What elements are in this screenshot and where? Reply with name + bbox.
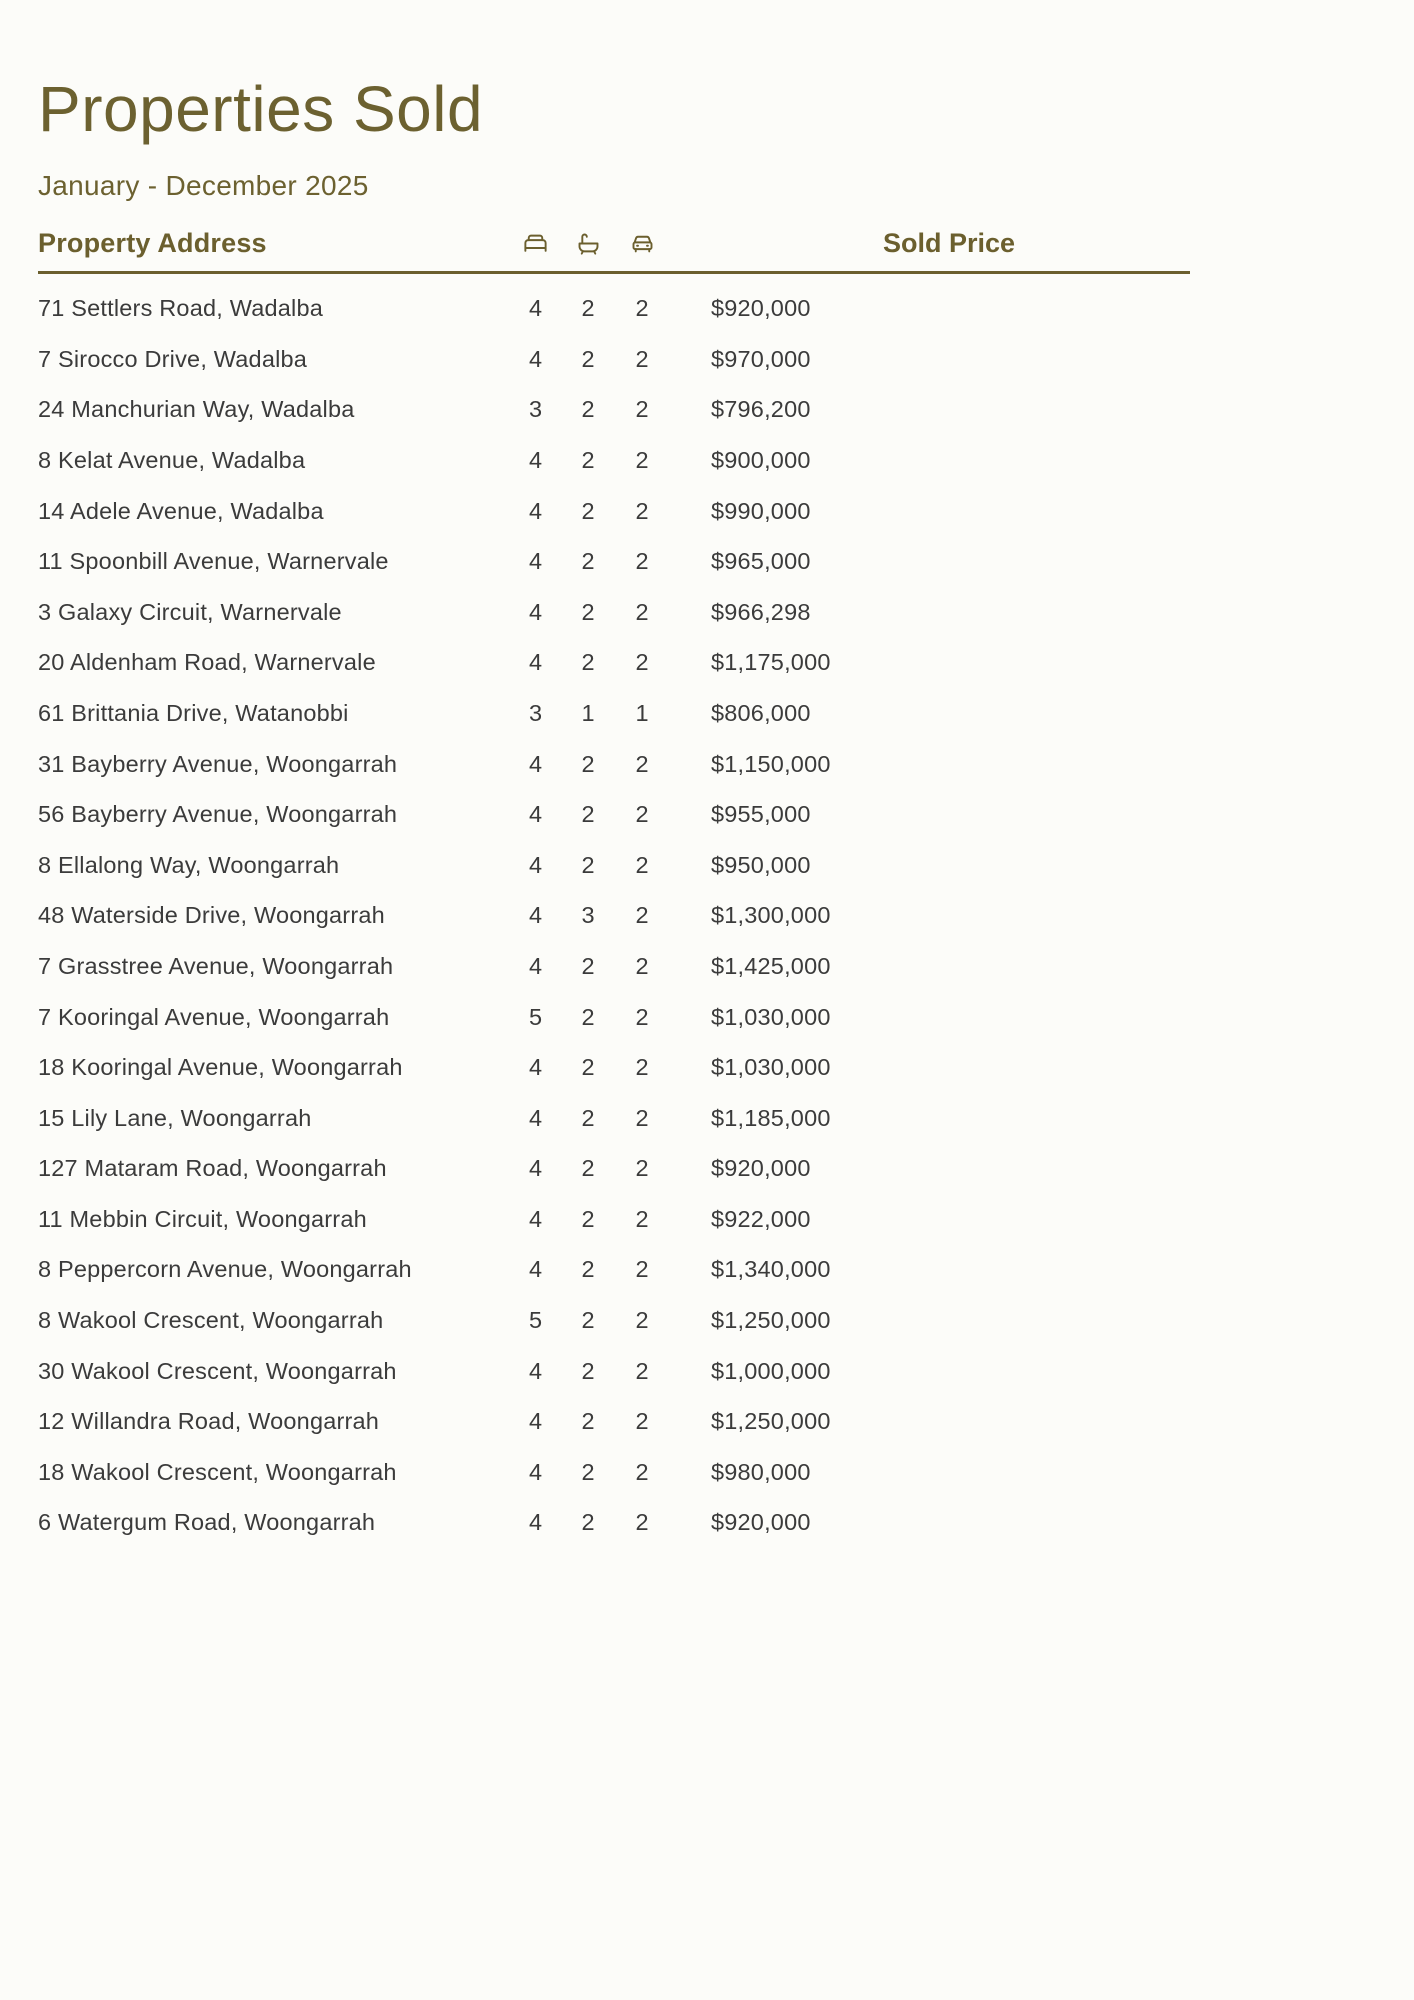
address-column-header: Property Address: [38, 228, 267, 259]
price-column-header: Sold Price: [883, 228, 1016, 259]
sold-price: $1,030,000: [711, 1054, 831, 1081]
baths-count: 3: [581, 902, 595, 929]
beds-count: 4: [528, 497, 543, 524]
cars-count: 1: [635, 699, 649, 726]
table-row: [38, 1245, 1190, 1296]
beds-count: 4: [528, 446, 543, 473]
table-row: [38, 1093, 1190, 1144]
baths-count: 2: [581, 446, 595, 473]
table-row: [38, 941, 1190, 992]
beds-count: 4: [528, 598, 543, 625]
property-address: 24 Manchurian Way, Wadalba: [38, 396, 355, 423]
baths-count: 2: [581, 649, 595, 676]
cars-count: 2: [635, 396, 649, 423]
baths-count: 2: [581, 1155, 595, 1182]
table-row: [38, 1447, 1190, 1498]
cars-count: 2: [635, 598, 649, 625]
baths-count: 2: [581, 1003, 595, 1030]
page-title: Properties Sold: [38, 73, 484, 145]
baths-count: 2: [581, 1408, 595, 1435]
beds-count: 4: [528, 851, 543, 878]
sold-price: $1,150,000: [711, 750, 831, 777]
sold-price: $1,425,000: [711, 952, 831, 979]
table-row: [38, 789, 1190, 840]
table-row: [38, 1498, 1190, 1549]
property-address: 8 Wakool Crescent, Woongarrah: [38, 1307, 384, 1334]
cars-count: 2: [635, 1458, 649, 1485]
table-row: [38, 688, 1190, 739]
beds-count: 4: [528, 952, 543, 979]
sold-price: $900,000: [711, 446, 811, 473]
cars-count: 2: [635, 1155, 649, 1182]
sold-price: $1,300,000: [711, 902, 831, 929]
sold-price: $1,250,000: [711, 1408, 831, 1435]
sold-price: $965,000: [711, 548, 811, 575]
baths-count: 2: [581, 345, 595, 372]
property-address: 11 Spoonbill Avenue, Warnervale: [38, 548, 389, 575]
property-address: 127 Mataram Road, Woongarrah: [38, 1155, 387, 1182]
sold-price: $1,000,000: [711, 1357, 831, 1384]
cars-count: 2: [635, 750, 649, 777]
beds-count: 4: [528, 1357, 543, 1384]
property-address: 15 Lily Lane, Woongarrah: [38, 1104, 312, 1131]
beds-count: 4: [528, 1458, 543, 1485]
baths-count: 2: [581, 497, 595, 524]
sold-price: $966,298: [711, 598, 811, 625]
beds-count: 4: [528, 295, 543, 322]
cars-count: 2: [635, 1205, 649, 1232]
table-row: [38, 1143, 1190, 1194]
beds-count: 4: [528, 1155, 543, 1182]
sold-price: $922,000: [711, 1205, 811, 1232]
beds-count: 3: [528, 699, 543, 726]
property-address: 31 Bayberry Avenue, Woongarrah: [38, 750, 398, 777]
baths-column-header: [563, 230, 613, 257]
property-address: 56 Bayberry Avenue, Woongarrah: [38, 801, 398, 828]
property-address: 7 Sirocco Drive, Wadalba: [38, 345, 308, 372]
beds-count: 4: [528, 1408, 543, 1435]
baths-count: 2: [581, 1307, 595, 1334]
beds-count: 4: [528, 548, 543, 575]
cars-count: 2: [635, 1256, 649, 1283]
property-address: 14 Adele Avenue, Wadalba: [38, 497, 324, 524]
beds-column-header: [508, 230, 563, 257]
beds-count: 4: [528, 1054, 543, 1081]
table-row: [38, 385, 1190, 436]
beds-count: 4: [528, 1205, 543, 1232]
property-address: 3 Galaxy Circuit, Warnervale: [38, 598, 342, 625]
cars-count: 2: [635, 548, 649, 575]
table-row: [38, 334, 1190, 385]
table-header-row: [38, 228, 1190, 274]
property-address: 7 Grasstree Avenue, Woongarrah: [38, 952, 394, 979]
cars-count: 2: [635, 1357, 649, 1384]
property-address: 30 Wakool Crescent, Woongarrah: [38, 1357, 397, 1384]
cars-count: 2: [635, 851, 649, 878]
sold-price: $806,000: [711, 699, 811, 726]
beds-count: 3: [528, 396, 543, 423]
cars-count: 2: [635, 1408, 649, 1435]
cars-count: 2: [635, 902, 649, 929]
table-row: [38, 1042, 1190, 1093]
property-address: 71 Settlers Road, Wadalba: [38, 295, 323, 322]
beds-count: 4: [528, 801, 543, 828]
property-address: 61 Brittania Drive, Watanobbi: [38, 699, 349, 726]
baths-count: 2: [581, 952, 595, 979]
cars-count: 2: [635, 446, 649, 473]
bath-icon: [575, 230, 602, 257]
cars-count: 2: [635, 497, 649, 524]
cars-column-header: [613, 230, 671, 257]
property-address: 8 Ellalong Way, Woongarrah: [38, 851, 340, 878]
table-row: [38, 1346, 1190, 1397]
cars-count: 2: [635, 1104, 649, 1131]
cars-count: 2: [635, 345, 649, 372]
beds-count: 4: [528, 902, 543, 929]
table-body: [38, 274, 1190, 1548]
properties-table: [38, 228, 1190, 1548]
table-row: [38, 1194, 1190, 1245]
property-address: 7 Kooringal Avenue, Woongarrah: [38, 1003, 390, 1030]
beds-count: 4: [528, 649, 543, 676]
sold-price: $920,000: [711, 295, 811, 322]
table-row: [38, 1396, 1190, 1447]
sold-price: $1,175,000: [711, 649, 831, 676]
table-row: [38, 1295, 1190, 1346]
sold-price: $980,000: [711, 1458, 811, 1485]
baths-count: 2: [581, 1357, 595, 1384]
baths-count: 2: [581, 801, 595, 828]
table-row: [38, 587, 1190, 638]
baths-count: 2: [581, 396, 595, 423]
beds-count: 5: [528, 1307, 543, 1334]
sold-price: $1,185,000: [711, 1104, 831, 1131]
property-address: 11 Mebbin Circuit, Woongarrah: [38, 1205, 367, 1232]
cars-count: 2: [635, 952, 649, 979]
table-row: [38, 840, 1190, 891]
table-row: [38, 486, 1190, 537]
sold-price: $920,000: [711, 1509, 811, 1536]
beds-count: 4: [528, 750, 543, 777]
baths-count: 2: [581, 750, 595, 777]
table-row: [38, 638, 1190, 689]
sold-price: $1,340,000: [711, 1256, 831, 1283]
baths-count: 2: [581, 1205, 595, 1232]
cars-count: 2: [635, 1509, 649, 1536]
beds-count: 4: [528, 345, 543, 372]
baths-count: 2: [581, 548, 595, 575]
table-row: [38, 992, 1190, 1043]
sold-price: $796,200: [711, 396, 811, 423]
cars-count: 2: [635, 801, 649, 828]
table-row: [38, 536, 1190, 587]
baths-count: 2: [581, 1054, 595, 1081]
baths-count: 2: [581, 598, 595, 625]
cars-count: 2: [635, 1054, 649, 1081]
beds-count: 4: [528, 1509, 543, 1536]
table-row: [38, 739, 1190, 790]
property-address: 8 Kelat Avenue, Wadalba: [38, 446, 306, 473]
baths-count: 2: [581, 295, 595, 322]
property-address: 20 Aldenham Road, Warnervale: [38, 649, 376, 676]
table-row: [38, 283, 1190, 334]
car-icon: [629, 230, 656, 257]
sold-price: $970,000: [711, 345, 811, 372]
beds-count: 4: [528, 1256, 543, 1283]
baths-count: 2: [581, 1509, 595, 1536]
baths-count: 2: [581, 1256, 595, 1283]
property-address: 12 Willandra Road, Woongarrah: [38, 1408, 380, 1435]
sold-price: $1,030,000: [711, 1003, 831, 1030]
property-address: 48 Waterside Drive, Woongarrah: [38, 902, 385, 929]
page-subtitle: January - December 2025: [38, 170, 369, 202]
sold-price: $955,000: [711, 801, 811, 828]
property-address: 8 Peppercorn Avenue, Woongarrah: [38, 1256, 412, 1283]
baths-count: 2: [581, 1104, 595, 1131]
baths-count: 2: [581, 1458, 595, 1485]
cars-count: 2: [635, 1307, 649, 1334]
sold-price: $920,000: [711, 1155, 811, 1182]
cars-count: 2: [635, 649, 649, 676]
beds-count: 5: [528, 1003, 543, 1030]
sold-price: $950,000: [711, 851, 811, 878]
baths-count: 2: [581, 851, 595, 878]
table-row: [38, 891, 1190, 942]
beds-count: 4: [528, 1104, 543, 1131]
sold-price: $990,000: [711, 497, 811, 524]
cars-count: 2: [635, 295, 649, 322]
sold-price: $1,250,000: [711, 1307, 831, 1334]
property-address: 18 Wakool Crescent, Woongarrah: [38, 1458, 397, 1485]
table-row: [38, 435, 1190, 486]
cars-count: 2: [635, 1003, 649, 1030]
baths-count: 1: [581, 699, 595, 726]
bed-icon: [522, 230, 549, 257]
property-address: 18 Kooringal Avenue, Woongarrah: [38, 1054, 403, 1081]
property-address: 6 Watergum Road, Woongarrah: [38, 1509, 376, 1536]
